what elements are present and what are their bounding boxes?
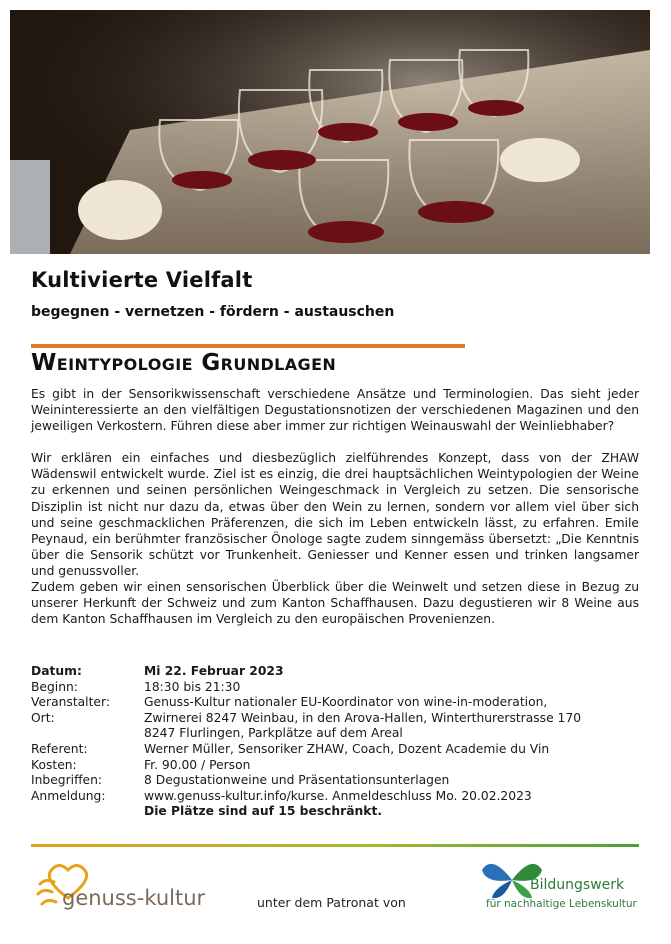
headline: Kultivierte Vielfalt xyxy=(31,268,253,292)
registration-link[interactable]: www.genuss-kultur.info/kurse. Anmeldeschluss Mo. 20.02.2023 xyxy=(144,788,532,803)
hero-photo xyxy=(10,10,650,254)
detail-row-ort-2 xyxy=(31,726,639,742)
course-title: Weintypologie Grundlagen xyxy=(31,350,337,376)
detail-value: 8 Degustationweine und Präsentationsunterlagen xyxy=(144,773,450,788)
orange-divider xyxy=(31,344,465,348)
detail-label: Datum: xyxy=(31,664,82,678)
event-details xyxy=(31,664,639,820)
detail-label: Beginn: xyxy=(31,679,78,694)
detail-value: Genuss-Kultur nationaler EU-Koordinator von wine-in-moderation, xyxy=(144,695,548,710)
detail-value: 8247 Flurlingen, Parkplätze auf dem Areal xyxy=(144,726,403,741)
detail-value: Zwirnerei 8247 Weinbau, in den Arova-Hallen, Winterthurerstrasse 170 xyxy=(144,710,582,725)
course-description xyxy=(31,386,639,627)
detail-row-referent xyxy=(31,742,639,758)
tagline: begegnen - vernetzen - fördern - austauschen xyxy=(31,304,395,320)
genuss-kultur-logo-text: genuss-kultur xyxy=(62,886,206,910)
detail-label: Anmeldung: xyxy=(31,788,106,803)
detail-value: 18:30 bis 21:30 xyxy=(144,679,241,694)
wine-glasses-illustration xyxy=(10,10,650,254)
detail-label: Veranstalter: xyxy=(31,695,110,710)
detail-row-veranstalter xyxy=(31,695,639,711)
detail-label: Kosten: xyxy=(31,757,77,772)
patronage-note: unter dem Patronat von xyxy=(257,895,406,910)
bildungswerk-subtitle: für nachhaltige Lebenskultur xyxy=(486,898,637,910)
detail-label: Referent: xyxy=(31,741,88,756)
paragraph-concept: Wir erklären ein einfaches und diesbezüglich zielführendes Konzept, dass von der ZHAW Wädenswil entwickelt wurde. Ziel ist es einzig, die drei hauptsächlichen Weintypologien der Weine zu erkennen und seinen persönlichen Weingeschmack in Vergleich zu setzen. Die sensorische Disziplin ist nicht nur dazu da, etwas über den Wein zu lernen, sondern vor allem viel über sich und seine geschmacklichen Präferenzen, die sich im Leben entwickeln lässt, zu erfahren. Emile Peynaud, ein berühmter französischer Önologe sagte zudem sinngemäss übersetzt: „Die Kenntnis über die Sensorik schützt vor Trunkenheit. Geniesser und Kenner essen und trinken langsamer und genussvoller. xyxy=(31,451,639,578)
detail-value: Fr. 90.00 / Person xyxy=(144,757,251,772)
detail-row-datum xyxy=(31,664,639,680)
detail-row-anmeldung xyxy=(31,789,639,805)
green-divider xyxy=(31,844,639,847)
capacity-note: Die Plätze sind auf 15 beschränkt. xyxy=(144,804,383,819)
detail-row-note xyxy=(31,804,639,820)
detail-label: Ort: xyxy=(31,710,55,725)
detail-row-kosten xyxy=(31,758,639,774)
paragraph-intro: Es gibt in der Sensorikwissenschaft verschiedene Ansätze und Terminologien. Das sieht jeder Weininteressierte an den vielfältigen Degustationsnotizen der verschiedenen Magazinen und den jeweiligen Verkostern. Führen diese aber immer zur richtigen Weinauswahl der Weinliebhaber? xyxy=(31,387,639,434)
detail-row-ort xyxy=(31,711,639,727)
paragraph-overview: Zudem geben wir einen sensorischen Überblick über die Weinwelt und setzen diese in Bezug zu unserer Herkunft der Schweiz und zum Kanton Schaffhausen. Dazu degustieren wir 8 Weine aus dem Kanton Schaffhausen im Vergleich zu den europäischen Provenienzen. xyxy=(31,580,639,627)
detail-label: Inbegriffen: xyxy=(31,773,103,788)
detail-value: Werner Müller, Sensoriker ZHAW, Coach, Dozent Academie du Vin xyxy=(144,741,550,756)
detail-value: Mi 22. Februar 2023 xyxy=(144,664,284,678)
detail-row-inbegriffen xyxy=(31,773,639,789)
bildungswerk-logo-text: Bildungswerk xyxy=(530,877,625,893)
detail-row-beginn xyxy=(31,680,639,696)
